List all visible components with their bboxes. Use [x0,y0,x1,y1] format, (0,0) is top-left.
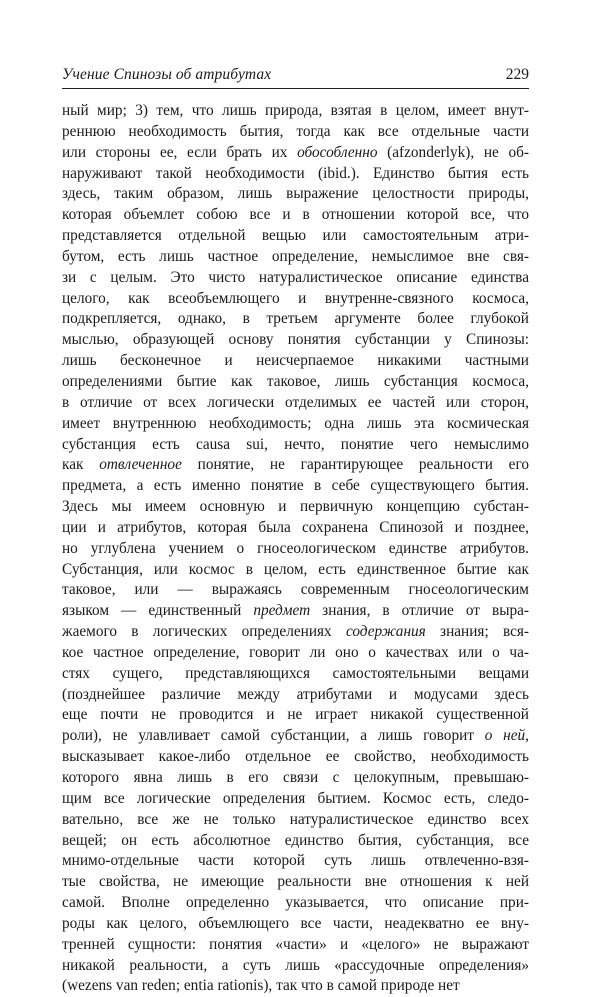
text-line [62,351,529,372]
text-line [62,372,529,393]
text-run: тренней сущности: понятия «части» и «целого» не выражают [62,935,529,953]
text-run: ции и атрибутов, которая была сохранена Спинозой и позднее, [62,518,529,536]
text-run: языком — единственный [62,602,254,620]
text-line [62,435,529,456]
text-run: знания; вся- [425,623,529,641]
text-line [62,956,529,977]
text-line [62,101,529,122]
text-line [62,935,529,956]
text-line [62,560,529,581]
text-run: , [525,727,529,745]
text-run: (afzonderlyk), не об- [377,143,529,161]
text-line [62,164,529,185]
text-run: имеет внутреннюю необходимость; одна лишь эта космическая [62,414,529,432]
text-run: Здесь мы имеем основную и первичную концепцию субстан- [62,498,529,516]
text-run: представляется отдельной вещью или самостоятельным атри- [62,227,529,245]
text-line [62,455,529,476]
text-line [62,810,529,831]
text-line [62,497,529,518]
text-line [62,268,529,289]
text-line [62,664,529,685]
body-text [62,101,529,997]
text-run: определениями бытие как таковое, лишь субстанция космоса, [62,372,529,390]
text-run: жаемого в логических определениях [62,623,346,641]
text-line [62,893,529,914]
text-line [62,122,529,143]
text-line [62,539,529,560]
emphasis-text: содержания [345,623,426,641]
text-run: таковое, или — выражаясь современным гносеологическим [62,581,529,599]
text-run: стях сущего, представляющихся самостоятельными вещами [62,664,529,682]
text-run: но углублена учением о гносеологическом единстве атрибутов. [62,539,529,557]
text-run: вательно, все же не только натуралистическое единство всех [62,810,529,828]
text-run: ный мир; 3) тем, что лишь природа, взятая в целом, имеет внут- [62,102,529,119]
text-line [62,601,529,622]
text-line [62,289,529,310]
text-run: или стороны ее, если брать их [62,143,298,161]
text-run: тые свойства, не имеющие реальности вне отношения к ней [62,873,529,891]
text-run: никакой реальности, а суть лишь «рассудочные определения» [62,956,529,974]
running-title: Учение Спинозы об атрибутах [62,66,272,83]
text-run: зи с целым. Это чисто натуралистическое описание единства [62,268,529,286]
text-line [62,643,529,664]
text-run: которая объемлет собою все и в отношении которой все, что [62,206,529,224]
text-line [62,831,529,852]
emphasis-text: о ней [484,727,526,745]
text-run: еще почти не проводится и не играет никакой существенной [62,706,529,724]
text-run: которого явна лишь в его связи с целокупным, превышаю- [62,769,529,786]
text-run: понятие, не гарантирующее реальности его [181,456,529,474]
text-line [62,184,529,205]
text-run: целого, как всеобъемлющего и внутренне-связного космоса, [62,289,529,307]
text-line [62,705,529,726]
text-run: роды как целого, объемлющего все части, неадекватно ее вну- [62,914,529,932]
text-run: в отличие от всех логически отделимых ее частей или сторон, [62,393,529,411]
text-line [62,914,529,935]
emphasis-text: отвлеченное [99,456,182,474]
text-run: здесь, таким образом, лишь выражение целостности природы, [62,185,529,203]
text-run: реннюю необходимость бытия, тогда как все отдельные части [62,122,529,140]
text-line [62,414,529,435]
text-run: мыслью, образующей основу понятия субстанции у Спинозы: [62,331,529,349]
text-line [62,726,529,747]
text-run: знания, в отличие от выра- [310,602,530,620]
text-line [62,476,529,497]
text-line [62,226,529,247]
text-run: субстанция есть causa sui, нечто, понятие чего немыслимо [62,435,529,453]
text-line [62,330,529,351]
text-run: Субстанция, или космос в целом, есть единственное бытие как [62,560,529,578]
text-run: самой. Вполне определенно указывается, что описание при- [62,894,529,912]
text-run: роли), не улавливает самой субстанции, а лишь говорит [62,727,485,745]
text-run: (wezens van reden; entia rationis), так что в самой природе нет [62,977,460,995]
running-header [62,64,529,89]
text-line [62,789,529,810]
text-line [62,685,529,706]
text-line [62,580,529,601]
text-line [62,747,529,768]
page-number: 229 [505,66,529,83]
text-run: лишь бесконечное и неисчерпаемое никакими частными [62,352,529,370]
text-run: предмета, а есть именно понятие в себе существующего бытия. [62,477,529,495]
text-line [62,393,529,414]
text-run: наруживают такой необходимости (ibid.). Единство бытия есть [62,164,529,182]
text-line [62,143,529,164]
emphasis-text: предмет [253,602,311,620]
text-run: подкрепляется, однако, в третьем аргументе более глубокой [62,310,529,328]
text-run: как [62,456,100,474]
text-run: кое частное определение, говорит ли оно о качествах или о ча- [62,643,529,661]
text-line [62,851,529,872]
text-line [62,768,529,789]
text-line [62,205,529,226]
text-run: вещей; он есть абсолютное единство бытия, субстанция, все [62,831,529,849]
text-line [62,872,529,893]
text-run: щим все логические определения бытием. Космос есть, следо- [62,789,529,807]
text-run: высказывает какое-либо отдельное ее свойство, необходимость [62,748,529,766]
text-line [62,247,529,268]
text-line [62,622,529,643]
text-line [62,518,529,539]
text-line [62,976,529,997]
text-run: мнимо-отдельные части которой суть лишь отвлеченно-взя- [62,852,529,870]
text-run: (позднейшее различие между атрибутами и модусами здесь [62,685,529,703]
text-run: бутом, есть лишь частное определение, немыслимое вне свя- [62,247,529,265]
text-line [62,309,529,330]
emphasis-text: обособленно [297,143,378,161]
